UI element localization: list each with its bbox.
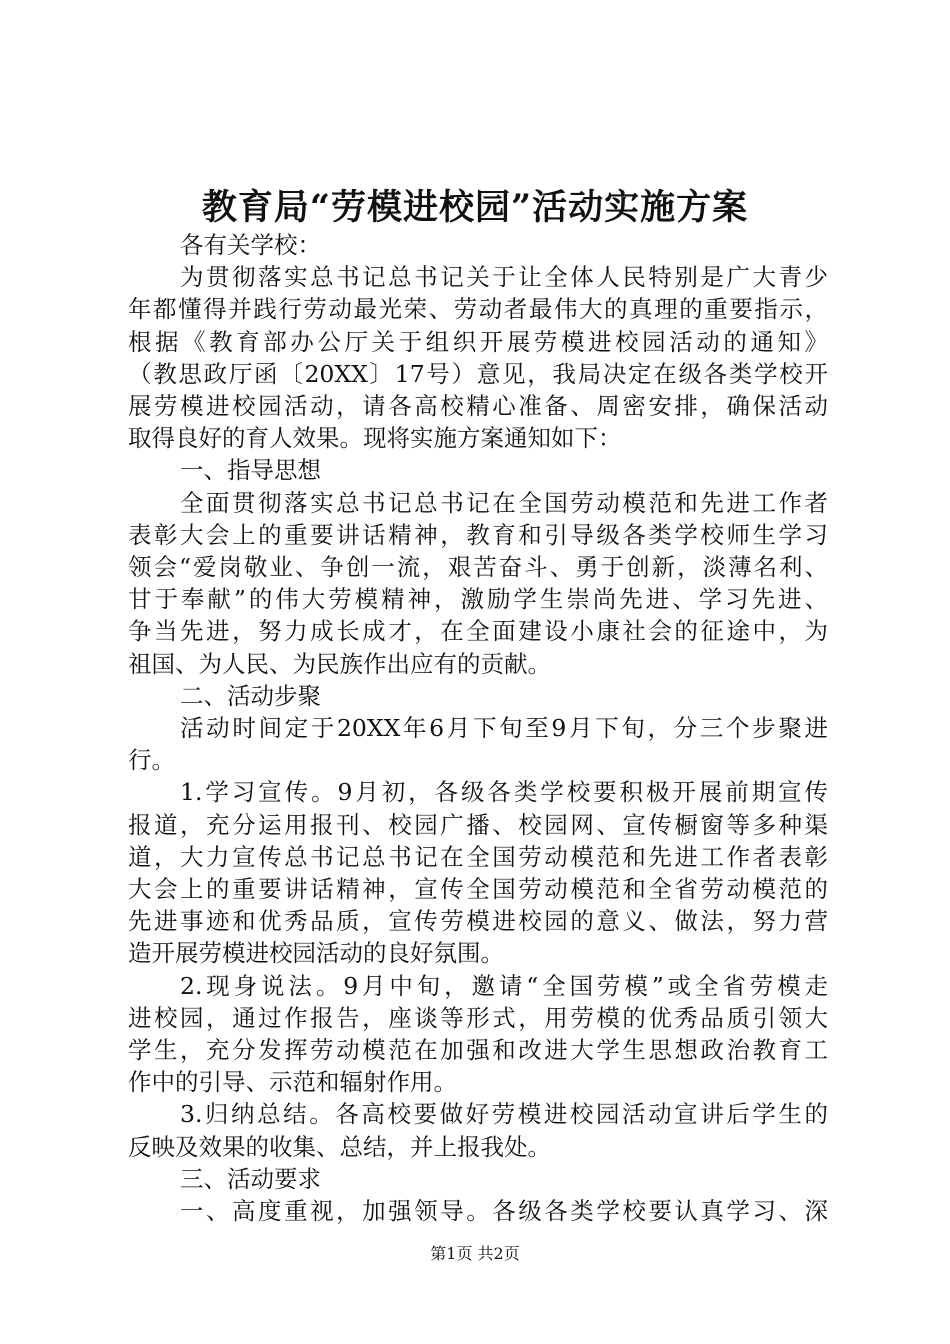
- document-title: 教育局“劳模进校园”活动实施方案: [201, 187, 749, 228]
- body-line: 取得良好的育人效果。现将实施方案通知如下：: [128, 424, 622, 452]
- body-line: 各有关学校：: [180, 231, 321, 259]
- body-line: 行。: [128, 746, 175, 774]
- body-line: 进校园，通过作报告，座谈等形式，用劳模的优秀品质引领大: [128, 1004, 828, 1032]
- body-line: 造开展劳模进校园活动的良好氛围。: [128, 939, 504, 967]
- body-line: 2.现身说法。9月中旬，邀请“全国劳模”或全省劳模走: [180, 972, 828, 1000]
- body-line: 年都懂得并践行劳动最光荣、劳动者最伟大的真理的重要指示，: [128, 295, 828, 323]
- body-line: 争当先进，努力成长成才，在全面建设小康社会的征途中，为: [128, 617, 828, 645]
- body-line: 学生，充分发挥劳动模范在加强和改进大学生思想政治教育工: [128, 1036, 828, 1064]
- body-line: 一、高度重视，加强领导。各级各类学校要认真学习、深: [180, 1197, 828, 1225]
- body-line: 作中的引导、示范和辐射作用。: [128, 1068, 457, 1096]
- body-line: 表彰大会上的重要讲话精神，教育和引导级各类学校师生学习: [128, 521, 828, 549]
- page-footer: 第1页 共2页: [430, 1244, 520, 1263]
- body-line: 一、指导思想: [180, 456, 321, 484]
- body-line: 全面贯彻落实总书记总书记在全国劳动模范和先进工作者: [180, 489, 828, 517]
- body-line: 为贯彻落实总书记总书记关于让全体人民特别是广大青少: [180, 263, 828, 291]
- body-line: 祖国、为人民、为民族作出应有的贡献。: [128, 650, 551, 678]
- body-line: 报道，充分运用报刊、校园广播、校园网、宣传橱窗等多种渠: [128, 811, 828, 839]
- body-line: 1.学习宣传。9月初，各级各类学校要积极开展前期宣传: [180, 778, 828, 806]
- body-line: 展劳模进校园活动，请各高校精心准备、周密安排，确保活动: [128, 392, 828, 420]
- body-line: 甘于奉献”的伟大劳模精神，激励学生崇尚先进、学习先进、: [128, 585, 828, 613]
- body-line: （教思政厅函〔20XX〕17号）意见，我局决定在级各类学校开: [128, 360, 828, 388]
- body-line: 大会上的重要讲话精神，宣传全国劳动模范和全省劳动模范的: [128, 875, 828, 903]
- body-line: 根据《教育部办公厅关于组织开展劳模进校园活动的通知》: [128, 328, 828, 356]
- body-line: 道，大力宣传总书记总书记在全国劳动模范和先进工作者表彰: [128, 843, 828, 871]
- body-line: 活动时间定于20XX年6月下旬至9月下旬，分三个步聚进: [180, 714, 828, 742]
- body-line: 领会“爱岗敬业、争创一流，艰苦奋斗、勇于创新，淡薄名利、: [128, 553, 828, 581]
- body-line: 先进事迹和优秀品质，宣传劳模进校园的意义、做法，努力营: [128, 907, 828, 935]
- body-line: 三、活动要求: [180, 1165, 321, 1193]
- body-line: 二、活动步聚: [180, 682, 321, 710]
- body-line: 3.归纳总结。各高校要做好劳模进校园活动宣讲后学生的: [180, 1100, 828, 1128]
- body-line: 反映及效果的收集、总结，并上报我处。: [128, 1133, 551, 1161]
